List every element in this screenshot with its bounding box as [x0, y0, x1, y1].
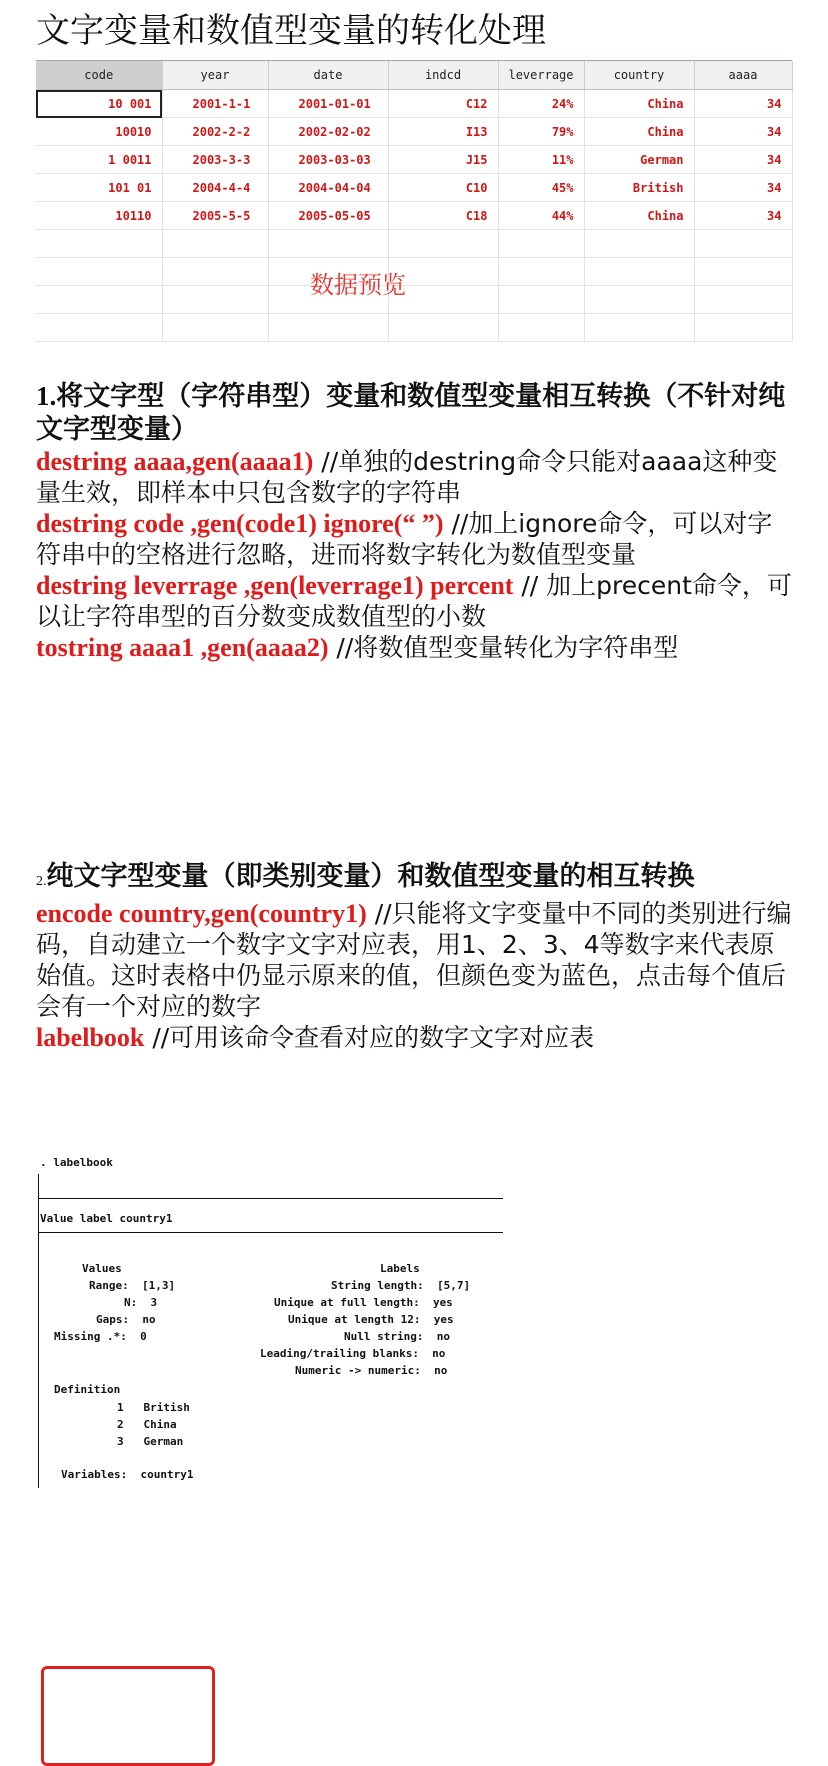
instruction-line [36, 570, 796, 632]
table-cell[interactable]: 1 0011 [36, 146, 162, 174]
definition-row: 2 China [117, 1418, 177, 1431]
command-text: encode country,gen(country1) [36, 899, 367, 928]
table-cell[interactable]: German [584, 146, 694, 174]
table-cell[interactable]: 2002-2-2 [162, 118, 268, 146]
table-cell[interactable]: 34 [694, 174, 792, 202]
table-cell[interactable]: 101 01 [36, 174, 162, 202]
values-header: Values [82, 1262, 122, 1275]
table-cell[interactable]: 10110 [36, 202, 162, 230]
column-header[interactable]: code [36, 61, 162, 90]
table-cell[interactable]: C18 [388, 202, 498, 230]
table-cell[interactable]: 34 [694, 118, 792, 146]
table-cell[interactable]: C12 [388, 90, 498, 118]
table-cell[interactable]: 2005-05-05 [268, 202, 388, 230]
table-header-row [36, 61, 792, 90]
table-cell[interactable]: China [584, 90, 694, 118]
table-row [36, 146, 792, 174]
definition-row: 3 German [117, 1435, 184, 1448]
definition-highlight-box [41, 1666, 215, 1766]
string-length-line: String length: [5,7] [331, 1279, 471, 1292]
command-line: . labelbook [40, 1156, 113, 1169]
section-2 [36, 860, 796, 1053]
section-1-heading: 1.将文字型（字符串型）变量和数值型变量相互转换（不针对纯文字型变量） [36, 381, 786, 445]
table-cell[interactable]: 2003-3-3 [162, 146, 268, 174]
column-header[interactable]: leverrage [498, 61, 584, 90]
variables-line: Variables: country1 [61, 1468, 194, 1481]
table-cell[interactable]: 79% [498, 118, 584, 146]
column-header[interactable]: year [162, 61, 268, 90]
table-cell[interactable]: C10 [388, 174, 498, 202]
comment-text: //只能将文字变量中不同的类别进行编码，自动建立一个数字文字对应表，用1、2、3、4等数字来代表原始值。这时表格中仍显示原来的值，但颜色变为蓝色，点击每个值后会有一个对应的数字 [36, 899, 792, 1021]
column-header[interactable]: aaaa [694, 61, 792, 90]
instruction-line [36, 508, 796, 570]
blanks-line: Leading/trailing blanks: no [260, 1347, 446, 1360]
table-cell[interactable]: British [584, 174, 694, 202]
table-cell[interactable]: 24% [498, 90, 584, 118]
command-text: tostring aaaa1 ,gen(aaaa2) [36, 633, 329, 662]
page-title: 文字变量和数值型变量的转化处理 [36, 11, 546, 51]
table-row [36, 174, 792, 202]
comment-text: //将数值型变量转化为字符串型 [328, 633, 679, 662]
section-2-heading: 2.纯文字型变量（即类别变量）和数值型变量的相互转换 [36, 861, 695, 892]
table-cell[interactable]: 10010 [36, 118, 162, 146]
table-cell[interactable]: 34 [694, 202, 792, 230]
command-text: destring leverrage ,gen(leverrage1) percent [36, 571, 514, 600]
definition-row: 1 British [117, 1401, 190, 1414]
table-cell[interactable]: 34 [694, 146, 792, 174]
gaps-line: Gaps: no [96, 1313, 156, 1326]
table-cell[interactable]: 2001-1-1 [162, 90, 268, 118]
table-cell[interactable]: 2002-02-02 [268, 118, 388, 146]
label-title: Value label country1 [40, 1212, 173, 1225]
instruction-line [36, 446, 796, 508]
range-line: Range: [1,3] [89, 1279, 176, 1292]
comment-text: // 加上precent命令，可以让字符串型的百分数变成数值型的小数 [36, 571, 792, 631]
command-text: labelbook [36, 1023, 145, 1052]
definition-header: Definition [54, 1383, 121, 1396]
table-row [36, 258, 792, 286]
column-header[interactable]: country [584, 61, 694, 90]
table-cell[interactable]: China [584, 118, 694, 146]
column-header[interactable]: date [268, 61, 388, 90]
command-text: destring aaaa,gen(aaaa1) [36, 447, 314, 476]
table-cell[interactable]: China [584, 202, 694, 230]
instruction-line [36, 898, 796, 1022]
table-cell[interactable]: 2001-01-01 [268, 90, 388, 118]
section-1 [36, 380, 796, 663]
table-cell[interactable]: I13 [388, 118, 498, 146]
column-header[interactable]: indcd [388, 61, 498, 90]
table-cell[interactable]: 2004-04-04 [268, 174, 388, 202]
numeric-line: Numeric -> numeric: no [295, 1364, 448, 1377]
null-string-line: Null string: no [344, 1330, 450, 1343]
n-line: N: 3 [124, 1296, 158, 1309]
command-text: destring code ,gen(code1) ignore(“ ”) [36, 509, 444, 538]
table-cell[interactable]: J15 [388, 146, 498, 174]
table-cell[interactable]: 10 001 [36, 90, 162, 118]
data-preview-grid [36, 60, 792, 342]
table-cell[interactable]: 2004-4-4 [162, 174, 268, 202]
table-cell[interactable]: 34 [694, 90, 792, 118]
comment-text: //单独的destring命令只能对aaaa这种变量生效，即样本中只包含数字的字符串 [36, 447, 778, 507]
table-row [36, 314, 792, 342]
preview-label: 数据预览 [310, 271, 406, 299]
comment-text: //加上ignore命令，可以对字符串中的空格进行忽略，进而将数字转化为数值型变量 [36, 509, 773, 569]
table-row [36, 202, 792, 230]
instruction-line [36, 1022, 796, 1053]
table-cell[interactable]: 44% [498, 202, 584, 230]
table-cell[interactable]: 11% [498, 146, 584, 174]
instruction-line [36, 632, 796, 663]
table-cell[interactable]: 45% [498, 174, 584, 202]
comment-text: //可用该命令查看对应的数字文字对应表 [144, 1023, 595, 1052]
table-row [36, 118, 792, 146]
stata-output [38, 1156, 508, 1488]
table-cell[interactable]: 2005-5-5 [162, 202, 268, 230]
unique-12-line: Unique at length 12: yes [288, 1313, 454, 1326]
table-row [36, 286, 792, 314]
labels-header: Labels [380, 1262, 420, 1275]
table-row [36, 230, 792, 258]
table-row [36, 90, 792, 118]
unique-full-line: Unique at full length: yes [274, 1296, 453, 1309]
data-table [36, 61, 793, 342]
missing-line: Missing .*: 0 [54, 1330, 147, 1343]
table-cell[interactable]: 2003-03-03 [268, 146, 388, 174]
